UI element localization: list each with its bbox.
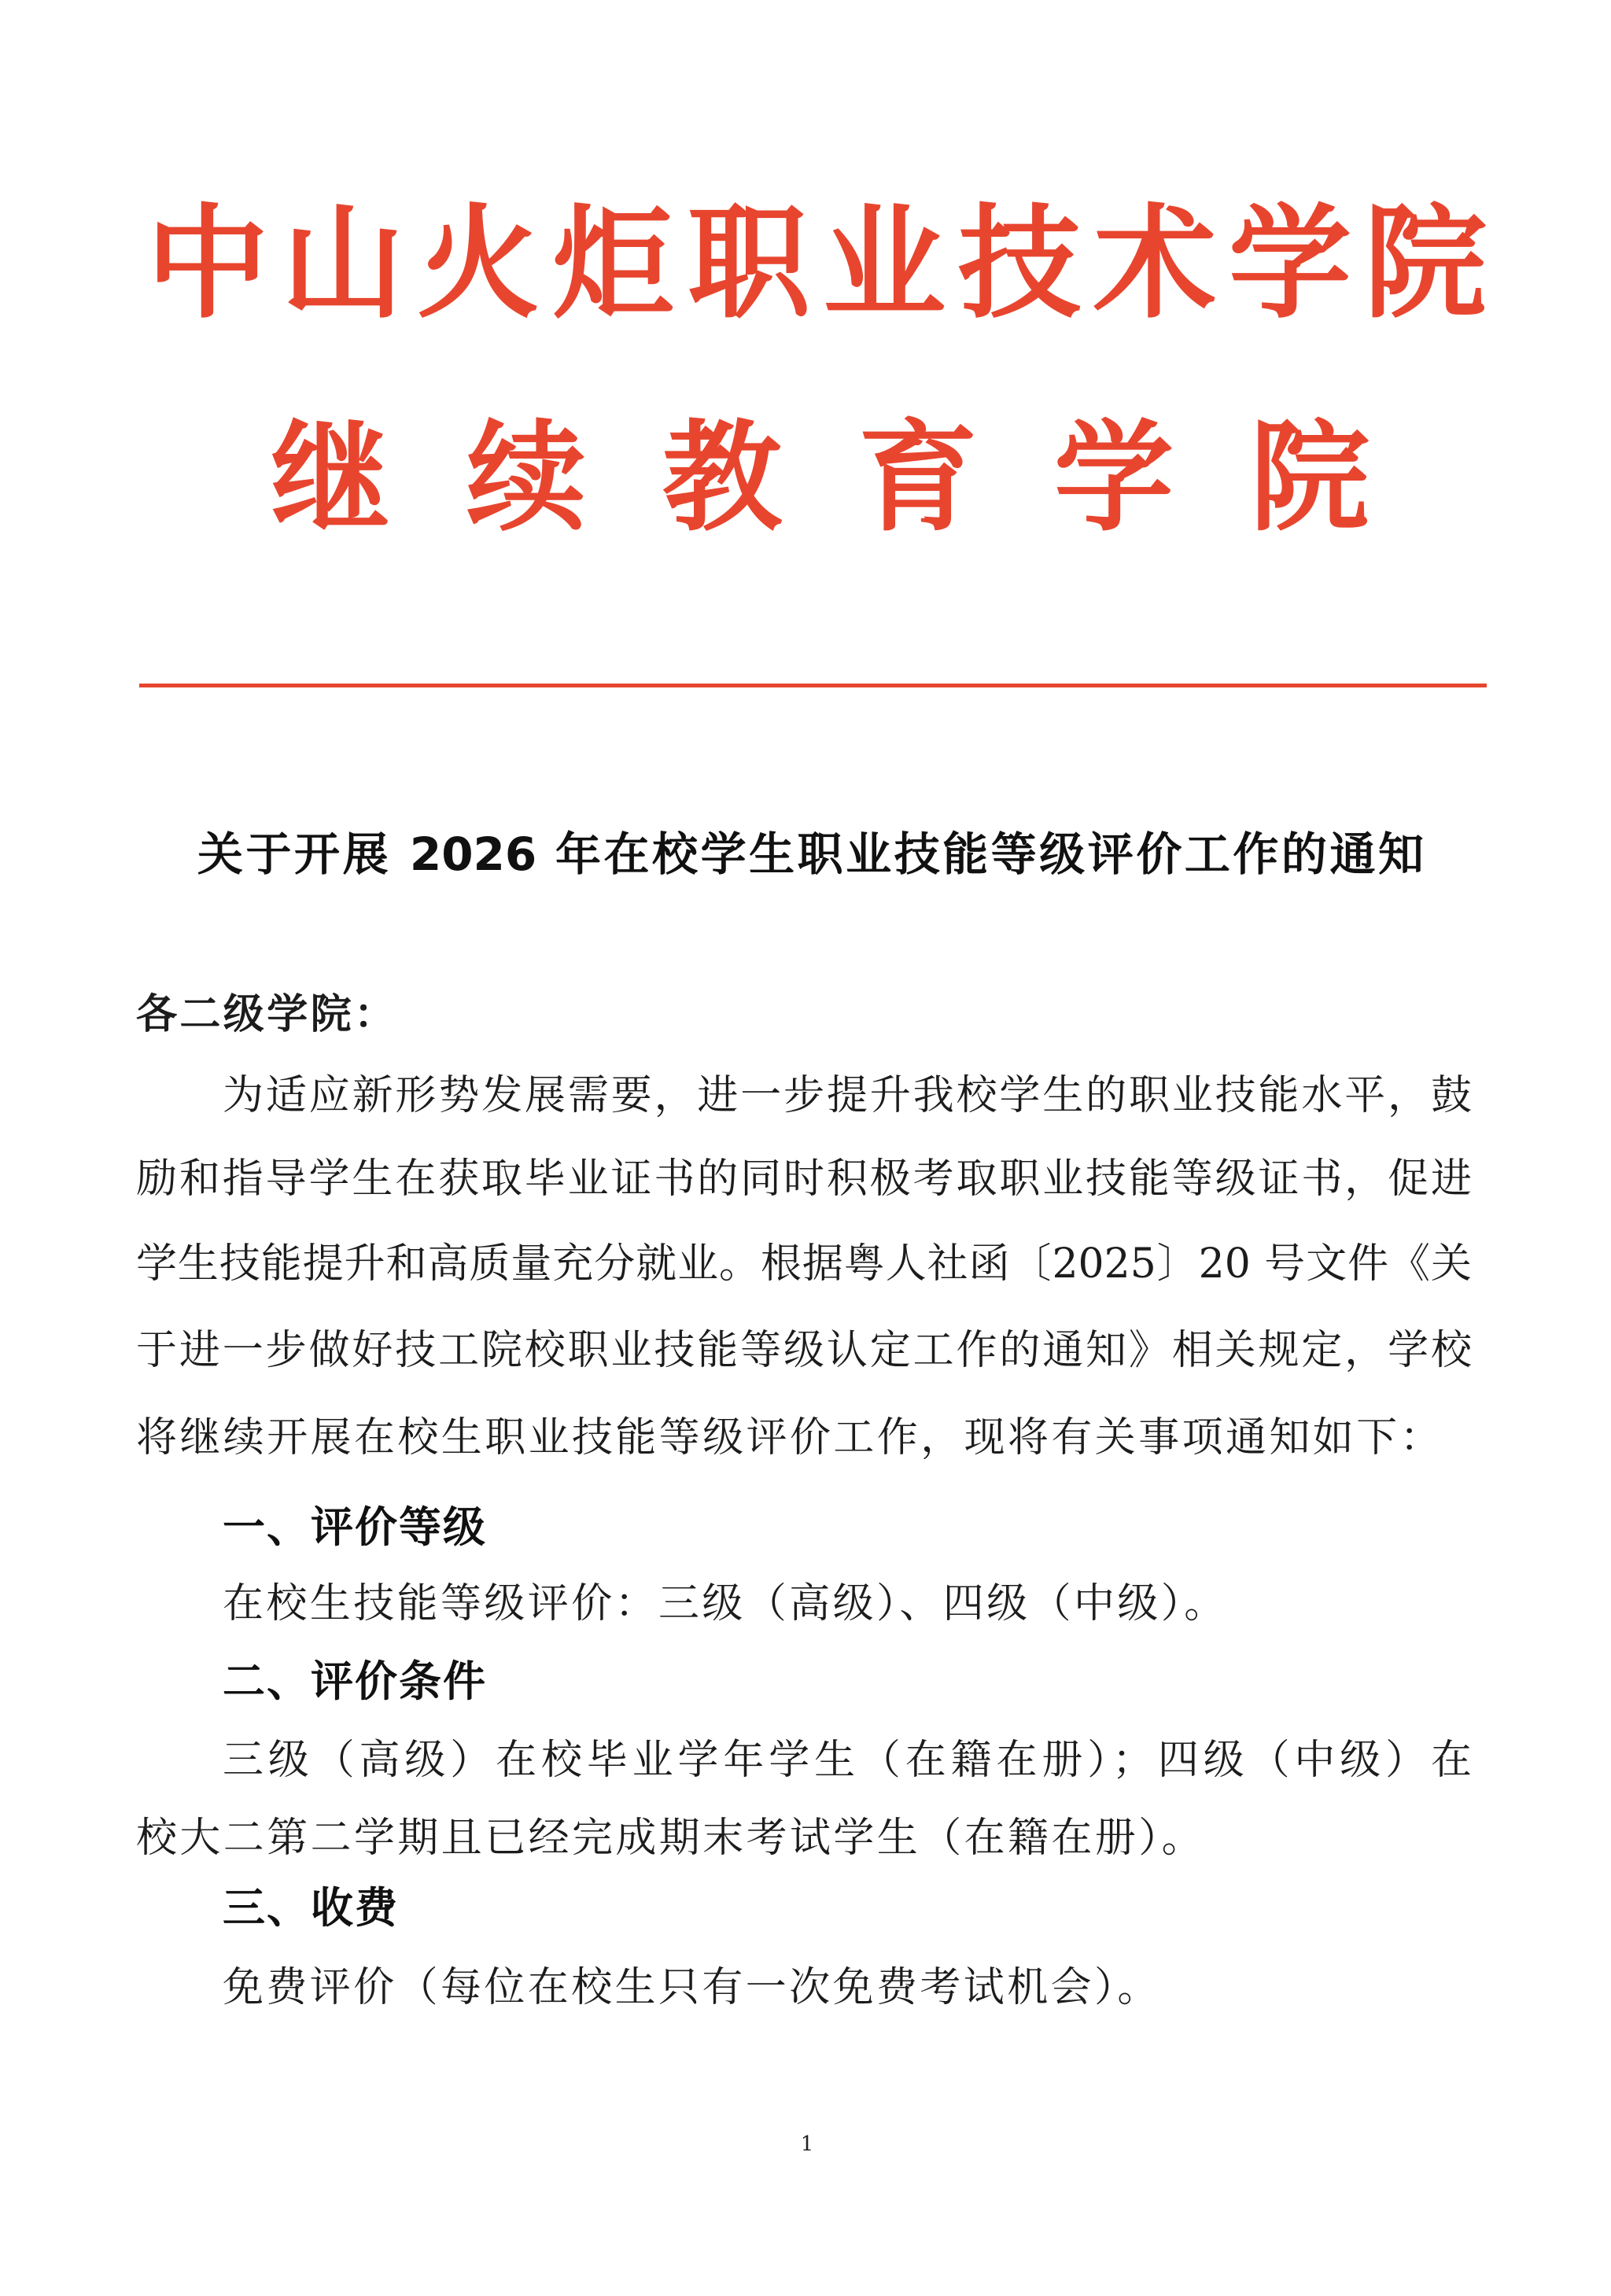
letterhead-dept-name: 继续教育学院 <box>271 407 1370 547</box>
letterhead-org-name: 中山火炬职业技术学院 <box>146 191 1487 335</box>
intro-line: 为适应新形势发展需要，进一步提升我校学生的职业技能水平，鼓 <box>223 1072 1472 1119</box>
page-number: 1 <box>800 2132 814 2156</box>
intro-line: 将继续开展在校生职业技能等级评价工作，现将有关事项通知如下： <box>136 1414 1444 1461</box>
section-line: 免费评价（每位在校生只有一次免费考试机会）。 <box>223 1964 1161 2011</box>
section-heading: 一、评价等级 <box>223 1502 487 1552</box>
section-heading: 三、收费 <box>223 1883 399 1933</box>
section-line: 三级（高级）在校毕业学年学生（在籍在册）；四级（中级）在 <box>223 1737 1472 1784</box>
salutation: 各二级学院： <box>136 990 398 1038</box>
intro-line: 励和指导学生在获取毕业证书的同时积极考取职业技能等级证书，促进 <box>136 1155 1472 1203</box>
section-line: 校大二第二学期且已经完成期末考试学生（在籍在册）。 <box>136 1815 1206 1862</box>
section-heading: 二、评价条件 <box>223 1657 487 1706</box>
notice-title: 关于开展 2026 年在校学生职业技能等级评价工作的通知 <box>197 827 1424 881</box>
intro-line: 于进一步做好技工院校职业技能等级认定工作的通知》相关规定，学校 <box>136 1327 1472 1374</box>
intro-line: 学生技能提升和高质量充分就业。根据粤人社函〔2025〕20 号文件《关 <box>136 1240 1472 1288</box>
letterhead-red-rule <box>139 684 1487 687</box>
section-line: 在校生技能等级评价：三级（高级）、四级（中级）。 <box>223 1580 1228 1627</box>
